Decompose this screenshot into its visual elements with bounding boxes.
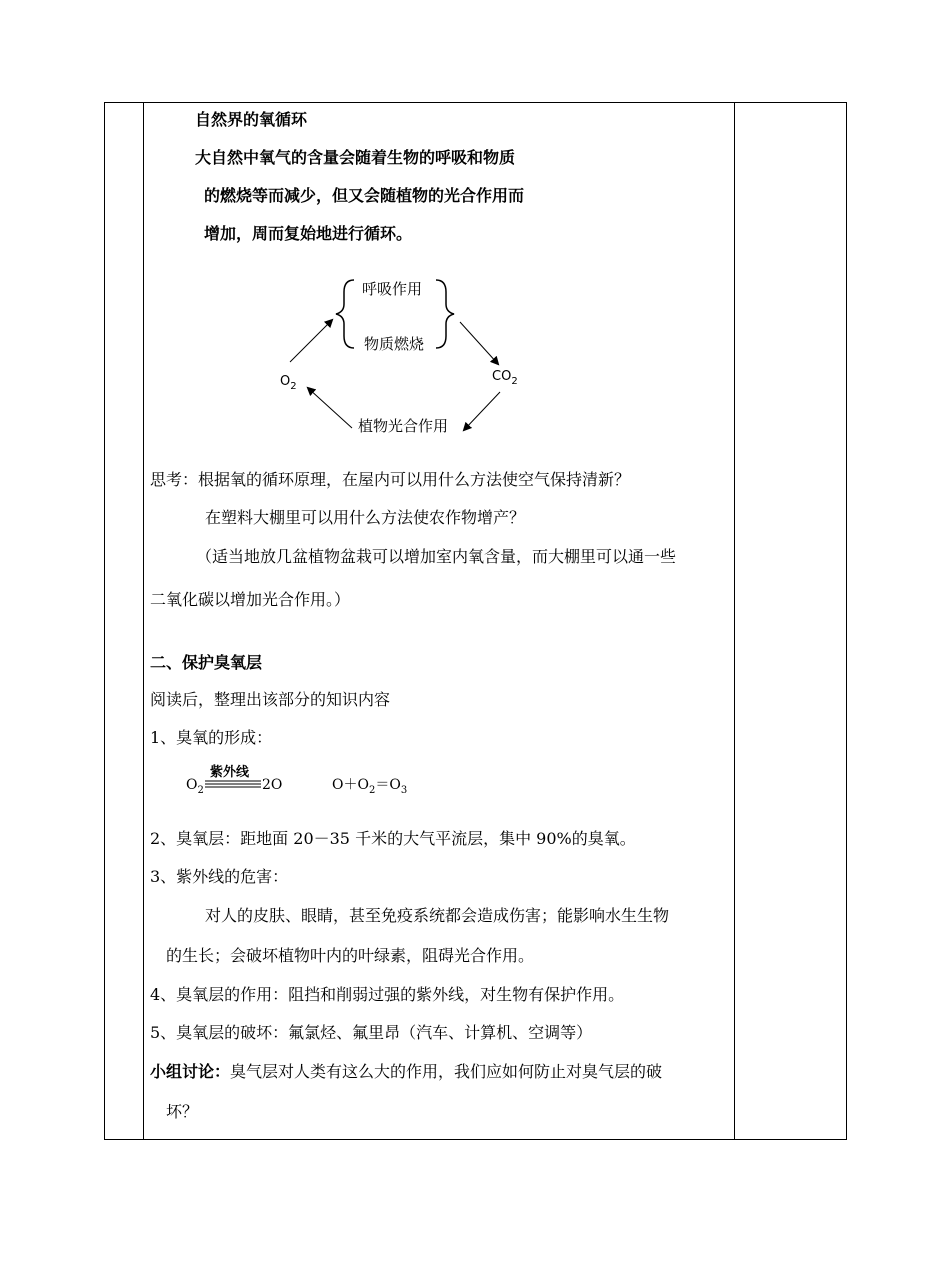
eq1-left: $O_2$ xyxy=(186,777,204,796)
oxygen-cycle-desc-line3: 增加，周而复始地进行循环。 xyxy=(204,224,413,243)
thinking-answer-line2: 二氧化碳以增加光合作用。） xyxy=(150,590,351,609)
thinking-question-1: 思考：根据氧的循环原理，在屋内可以用什么方法使空气保持清新？ xyxy=(150,470,631,489)
ozone-item-2: 2、臭氧层：距地面 20－35 千米的大气平流层，集中 90%的臭氧。 xyxy=(150,829,636,848)
ozone-formation-equation-2: $O+O_2=O_3$ xyxy=(332,777,408,796)
ozone-item-3: 3、紫外线的危害： xyxy=(150,867,289,886)
eq1-equals-bar xyxy=(205,780,261,788)
thinking-question-2: 在塑料大棚里可以用什么方法使农作物增产？ xyxy=(205,508,526,527)
ozone-item-3-line2: 的生长；会破坏植物叶内的叶绿素，阻碍光合作用。 xyxy=(166,946,535,965)
diagram-photosynthesis: 植物光合作用 xyxy=(358,417,449,435)
diagram-burning: 物质燃烧 xyxy=(364,335,425,353)
left-brace xyxy=(336,280,354,348)
ozone-item-5: 5、臭氧层的破坏：氟氯烃、氟里昂（汽车、计算机、空调等） xyxy=(150,1023,593,1042)
diagram-respiration: 呼吸作用 xyxy=(362,280,423,298)
group-discussion xyxy=(150,1062,662,1082)
oxygen-cycle-desc-line1: 大自然中氧气的含量会随着生物的呼吸和物质 xyxy=(195,148,516,167)
group-discussion-line2: 坏？ xyxy=(166,1102,199,1121)
ozone-item-1: 1、臭氧的形成： xyxy=(150,728,273,747)
ozone-item-3-line1: 对人的皮肤、眼睛，甚至免疫系统都会造成伤害；能影响水生生物 xyxy=(205,906,670,925)
discussion-label: 小组讨论： xyxy=(150,1062,231,1081)
discussion-text: 臭气层对人类有这么大的作用，我们应如何防止对臭气层的破 xyxy=(230,1062,663,1081)
oxygen-cycle-desc-line2: 的燃烧等而减少，但又会随植物的光合作用而 xyxy=(204,186,525,205)
arrow-photosynthesis-to-o2 xyxy=(308,388,352,428)
column-divider-left xyxy=(143,103,144,1139)
ozone-intro: 阅读后，整理出该部分的知识内容 xyxy=(150,690,391,709)
diagram-co2-label: $CO_2$ xyxy=(492,369,518,387)
column-divider-right xyxy=(734,103,735,1139)
arrow-co2-to-photosynthesis xyxy=(464,392,500,430)
eq1-right: 2O xyxy=(262,777,283,793)
thinking-answer-line1: （适当地放几盆植物盆栽可以增加室内氧含量，而大棚里可以通一些 xyxy=(196,547,677,566)
diagram-o2-label: $O_2$ xyxy=(280,374,297,392)
eq1-condition: 紫外线 xyxy=(210,765,250,780)
arrow-o2-to-consumption xyxy=(290,320,332,362)
ozone-section-heading: 二、保护臭氧层 xyxy=(150,653,263,672)
oxygen-cycle-title: 自然界的氧循环 xyxy=(195,110,308,129)
right-brace xyxy=(436,280,454,348)
arrow-consumption-to-co2 xyxy=(460,322,498,364)
ozone-item-4: 4、臭氧层的作用：阻挡和削弱过强的紫外线，对生物有保护作用。 xyxy=(150,985,625,1004)
